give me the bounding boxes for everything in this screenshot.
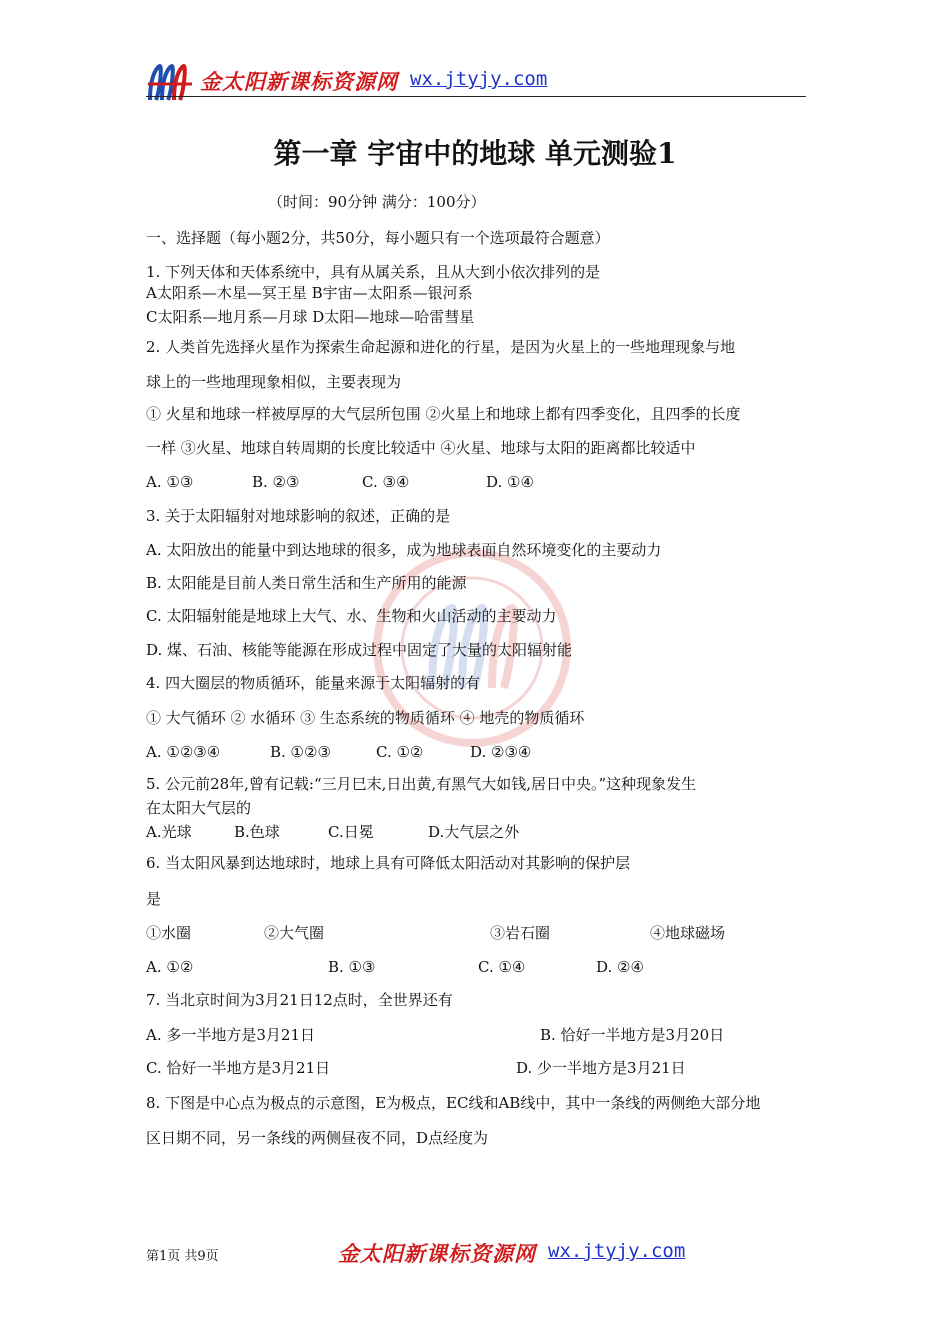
- q7-option-d: D. 少一半地方是3月21日: [516, 1059, 686, 1077]
- q3-option-d: D. 煤、石油、核能等能源在形成过程中固定了大量的太阳辐射能: [146, 641, 573, 659]
- q6-option-c: C. ①④: [478, 958, 526, 976]
- q3-option-c: C. 太阳辐射能是地球上大气、水、生物和火山活动的主要动力: [146, 607, 557, 625]
- section-heading: 一、选择题（每小题2分，共50分，每小题只有一个选项最符合题意）: [146, 229, 610, 247]
- q7-stem: 7. 当北京时间为3月21日12点时，全世界还有: [146, 991, 453, 1009]
- q2-option-a: A. ①③: [146, 473, 194, 491]
- q6-option-a: A. ①②: [146, 958, 194, 976]
- footer-brand: 金太阳新课标资源网: [338, 1242, 536, 1266]
- q5-option-c: C.日冕: [328, 823, 374, 841]
- q6-stem-line1: 6. 当太阳风暴到达地球时，地球上具有可降低太阳活动对其影响的保护层: [146, 854, 631, 872]
- exam-meta: （时间：90分钟 满分：100分）: [268, 193, 486, 211]
- q6-stem-line2: 是: [146, 890, 162, 908]
- q4-option-b: B. ①②③: [270, 743, 331, 761]
- q2-option-c: C. ③④: [362, 473, 410, 491]
- q8-stem-line2: 区日期不同，另一条线的两侧昼夜不同，D点经度为: [146, 1129, 489, 1147]
- q3-option-b: B. 太阳能是目前人类日常生活和生产所用的能源: [146, 574, 467, 592]
- page-number: 第1页 共9页: [146, 1249, 219, 1264]
- header-divider: [146, 96, 806, 97]
- q7-option-c: C. 恰好一半地方是3月21日: [146, 1059, 331, 1077]
- q6-item-1: ①水圈: [146, 924, 192, 942]
- q4-option-d: D. ②③④: [470, 743, 532, 761]
- q1-options-ab: A太阳系—木星—冥王星 B宇宙—太阳系—银河系: [146, 284, 473, 302]
- site-logo-icon: [146, 60, 194, 104]
- q3-stem: 3. 关于太阳辐射对地球影响的叙述，正确的是: [146, 507, 451, 525]
- q4-stem: 4. 四大圈层的物质循环，能量来源于太阳辐射的有: [146, 674, 481, 692]
- q8-stem-line1: 8. 下图是中心点为极点的示意图，E为极点，EC线和AB线中，其中一条线的两侧绝大部分地: [146, 1094, 761, 1112]
- q2-option-d: D. ①④: [486, 473, 534, 491]
- q5-option-a: A.光球: [146, 823, 192, 841]
- q7-option-b: B. 恰好一半地方是3月20日: [540, 1026, 725, 1044]
- q1-options-cd: C太阳系—地月系—月球 D太阳—地球—哈雷彗星: [146, 308, 475, 326]
- page-title: 第一章 宇宙中的地球 单元测验1: [273, 137, 677, 170]
- q4-option-c: C. ①②: [376, 743, 424, 761]
- header-url-link[interactable]: wx.jtyjy.com: [410, 68, 548, 90]
- q6-option-d: D. ②④: [596, 958, 644, 976]
- q4-option-a: A. ①②③④: [146, 743, 221, 761]
- q2-option-b: B. ②③: [252, 473, 300, 491]
- q2-items-line2: 一样 ③火星、地球自转周期的长度比较适中 ④火星、地球与太阳的距离都比较适中: [146, 439, 696, 457]
- footer-url-link[interactable]: wx.jtyjy.com: [548, 1240, 686, 1262]
- q2-stem-line1: 2. 人类首先选择火星作为探索生命起源和进化的行星，是因为火星上的一些地理现象与地: [146, 338, 736, 356]
- q6-item-4: ④地球磁场: [650, 924, 726, 942]
- q2-items-line1: ① 火星和地球一样被厚厚的大气层所包围 ②火星上和地球上都有四季变化，且四季的长度: [146, 405, 741, 423]
- q1-stem: 1. 下列天体和天体系统中，具有从属关系，且从大到小依次排列的是: [146, 263, 601, 281]
- q4-items: ① 大气循环 ② 水循环 ③ 生态系统的物质循环 ④ 地壳的物质循环: [146, 709, 585, 727]
- q2-stem-line2: 球上的一些地理现象相似，主要表现为: [146, 373, 402, 391]
- q6-option-b: B. ①③: [328, 958, 376, 976]
- q5-stem-line2: 在太阳大气层的: [146, 799, 252, 817]
- q6-item-3: ③岩石圈: [490, 924, 551, 942]
- q3-option-a: A. 太阳放出的能量中到达地球的很多，成为地球表面自然环境变化的主要动力: [146, 541, 662, 559]
- q5-stem-line1: 5. 公元前28年,曾有记载:“三月巳末,日出黄,有黑气大如钱,居日中央。”这种现象发生: [146, 775, 697, 793]
- q6-item-2: ②大气圈: [264, 924, 325, 942]
- q5-option-d: D.大气层之外: [428, 823, 520, 841]
- q5-option-b: B.色球: [234, 823, 280, 841]
- header-brand: 金太阳新课标资源网: [200, 70, 398, 94]
- q7-option-a: A. 多一半地方是3月21日: [146, 1026, 315, 1044]
